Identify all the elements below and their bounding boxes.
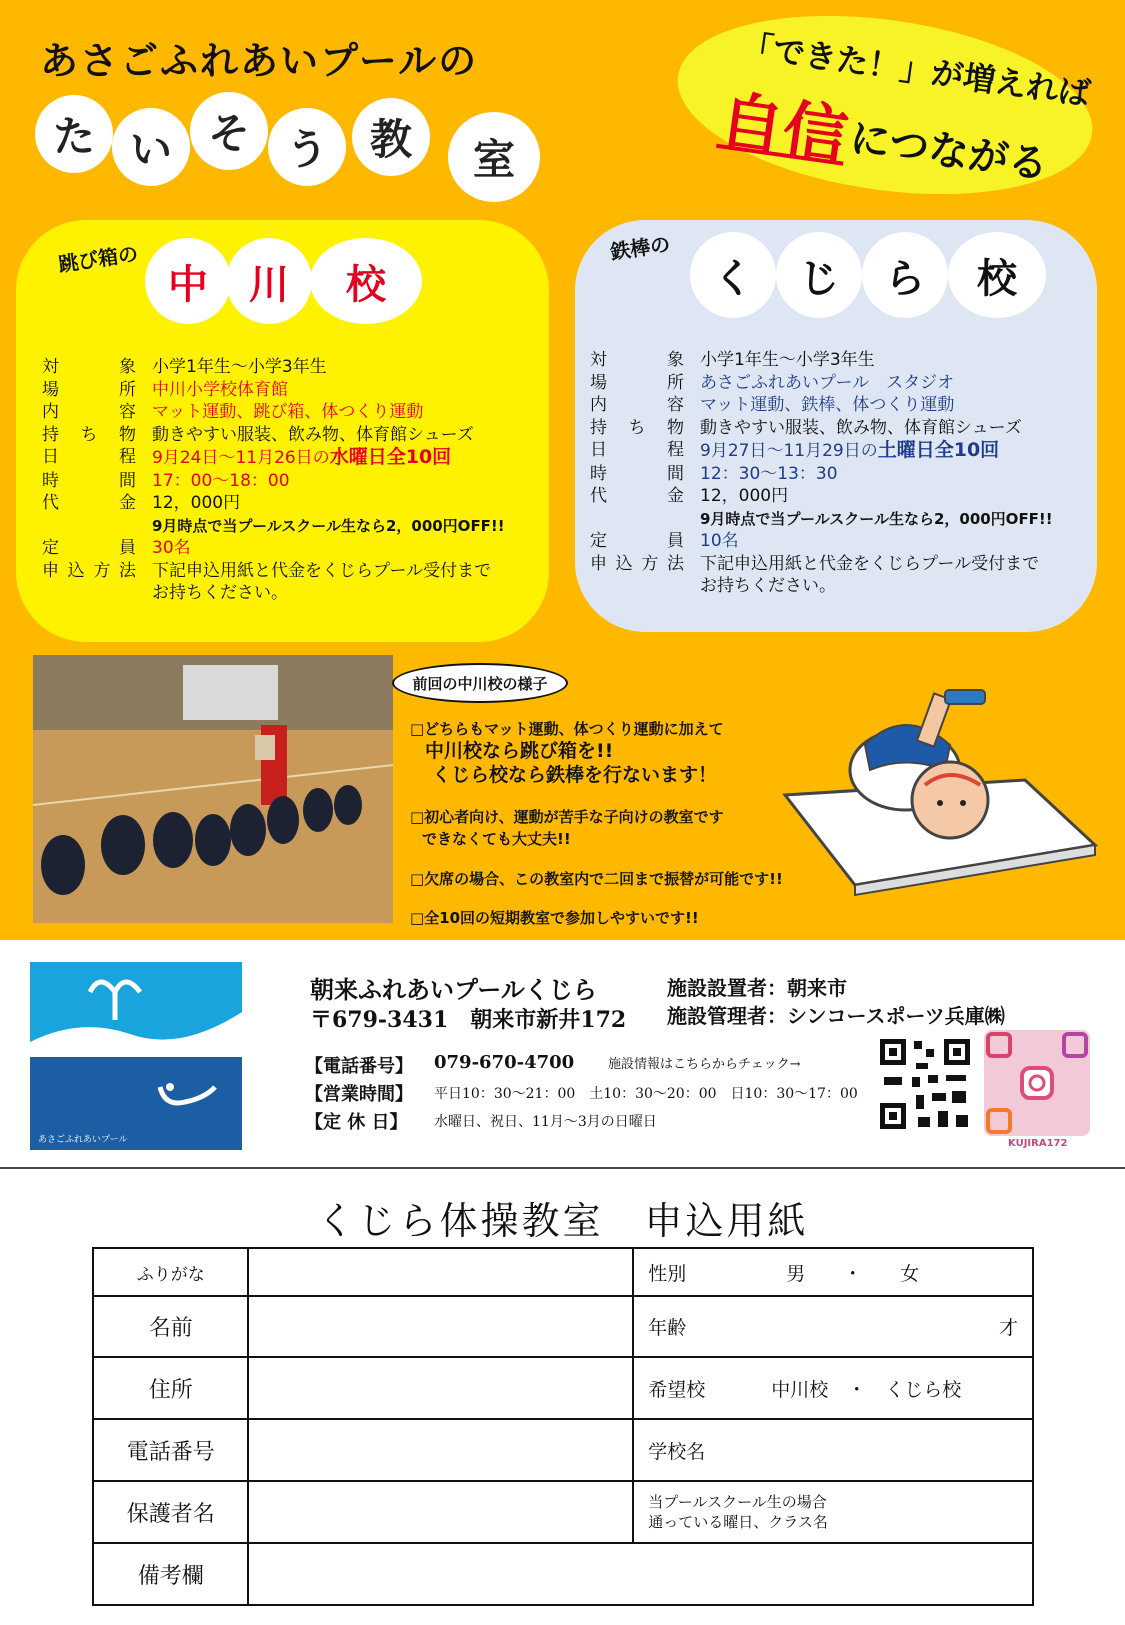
title-bubble: 教	[352, 98, 430, 176]
guardian-field[interactable]	[248, 1481, 633, 1543]
info-key: 定員	[42, 538, 136, 558]
info-value: 12，000円	[152, 493, 241, 513]
address-field[interactable]	[248, 1357, 633, 1419]
title-bubble: そ	[190, 92, 268, 170]
photo-caption-bubble: 前回の中川校の様子	[392, 663, 568, 703]
section-divider	[0, 1167, 1125, 1169]
info-key: 定員	[590, 531, 684, 551]
slogan-line3: につながる	[847, 115, 1051, 189]
kujira-name-char: ら	[862, 232, 948, 318]
info-value: 12，000円	[700, 486, 789, 506]
info-value: 動きやすい服装、飲み物、体育館シューズ	[152, 424, 474, 445]
address-label: 住所	[93, 1357, 248, 1419]
member-note-line1: 当プールスクール生の場合	[648, 1493, 827, 1511]
info-key: 内容	[42, 402, 136, 422]
school-name-cell[interactable]	[633, 1419, 1033, 1481]
instagram-id: KUJIRA172	[1008, 1138, 1068, 1149]
info-value: 下記申込用紙と代金をくじらプール受付まで	[152, 560, 492, 581]
remarks-field[interactable]	[248, 1543, 1033, 1605]
nakagawa-name-char: 川	[226, 238, 312, 324]
facility-owner: 施設設置者：朝来市	[667, 976, 847, 1000]
kujira-name-char: 校	[948, 232, 1046, 318]
slogan-highlight: 自信	[714, 84, 852, 176]
info-key	[590, 508, 700, 531]
form-title: くじら体操教室 申込用紙	[316, 1199, 809, 1243]
closed-label: 【定 休 日】	[305, 1112, 408, 1133]
age-cell[interactable]	[633, 1296, 1033, 1357]
info-value-bold: 水曜日全10回	[329, 446, 452, 468]
info-key: 持ち物	[590, 417, 684, 438]
backward-roll-illustration	[775, 685, 1105, 905]
qr-code-icon[interactable]	[876, 1035, 974, 1133]
info-key: 代金	[590, 486, 684, 506]
info-value: 9月時点で当プールスクール生なら2，000円OFF!!	[700, 509, 1053, 528]
phone-number: 079-670-4700	[434, 1052, 575, 1073]
facility-manager: 施設管理者：シンコースポーツ兵庫㈱	[667, 1004, 1005, 1028]
info-value: マット運動、跳び箱、体つくり運動	[152, 402, 424, 422]
gym-photo-illustration	[33, 655, 393, 923]
title-bubble: た	[35, 95, 113, 173]
title-bubble: う	[268, 108, 346, 186]
closed-value: 水曜日、祝日、11月～3月の日曜日	[434, 1114, 657, 1130]
info-value: 9月24日～11月26日の	[152, 448, 330, 468]
note-line: □どちらもマット運動、体つくり運動に加えて	[410, 720, 724, 738]
info-value: 12：30～13：30	[700, 463, 838, 484]
info-key: 対象	[590, 350, 684, 370]
info-value: 小学1年生～小学3年生	[700, 350, 875, 370]
info-key	[590, 575, 700, 598]
kujira-name-char: く	[690, 232, 776, 318]
info-key	[42, 582, 152, 605]
note-line: □全10回の短期教室で参加しやすいです!!	[410, 909, 699, 927]
nakagawa-name-char: 校	[310, 238, 422, 324]
note-line: □初心者向け、運動が苦手な子向けの教室です	[410, 808, 724, 826]
note-line: 中川校なら跳び箱を!!	[425, 740, 614, 762]
age-unit: 才	[998, 1317, 1018, 1339]
note-line: できなくても大丈夫!!	[422, 830, 571, 848]
phone-label: 【電話番号】	[305, 1056, 413, 1077]
nakagawa-name-char: 中	[145, 238, 231, 324]
info-value: 10名	[700, 531, 739, 551]
title-bubble: い	[112, 108, 190, 186]
school-name-label: 学校名	[648, 1440, 706, 1463]
instagram-qr-icon[interactable]	[984, 1030, 1090, 1136]
info-value: マット運動、鉄棒、体つくり運動	[700, 395, 955, 415]
info-key: 場所	[590, 372, 684, 393]
furigana-field[interactable]	[248, 1248, 633, 1296]
info-key: 申込方法	[42, 560, 136, 581]
phone-label-cell: 電話番号	[93, 1419, 248, 1481]
remarks-label: 備考欄	[93, 1543, 248, 1605]
note-line: くじら校なら鉄棒を行ないます！	[432, 764, 718, 786]
class-photo	[33, 655, 393, 923]
info-key: 日程	[42, 447, 136, 467]
info-value: 9月時点で当プールスクール生なら2，000円OFF!!	[152, 516, 505, 535]
gender-options: 男 ・ 女	[786, 1262, 920, 1285]
facility-address: 〒679-3431 朝来市新井172	[310, 1007, 627, 1033]
school-choice-label: 希望校	[648, 1378, 706, 1401]
info-value: 動きやすい服装、飲み物、体育館シューズ	[700, 417, 1022, 438]
name-label: 名前	[93, 1296, 248, 1357]
facility-name: 朝来ふれあいプールくじら	[310, 975, 597, 1004]
logo-caption: あさごふれあいプール	[38, 1135, 128, 1145]
info-value: あさごふれあいプール スタジオ	[700, 372, 955, 393]
kujira-name-char: じ	[776, 232, 862, 318]
nakagawa-info	[42, 356, 505, 605]
gender-cell[interactable]	[633, 1248, 1033, 1296]
gender-label: 性別	[648, 1262, 687, 1285]
hours-value: 平日10：30～21：00 土10：30～20：00 日10：30～17：00	[434, 1086, 858, 1102]
info-key: 内容	[590, 395, 684, 415]
kujira-subtitle: 鉄棒の	[608, 231, 672, 265]
check-info-text: 施設情報はこちらからチェック→	[608, 1057, 801, 1072]
kujira-info	[590, 349, 1053, 598]
school-choice-cell[interactable]	[633, 1357, 1033, 1419]
info-value: お持ちください。	[700, 576, 836, 596]
note-line: □欠席の場合、この教室内で二回まで振替が可能です!!	[410, 870, 783, 888]
info-key: 代金	[42, 493, 136, 513]
furigana-label: ふりがな	[93, 1248, 248, 1296]
info-value: 17：00～18：00	[152, 470, 290, 491]
nakagawa-subtitle: 跳び箱の	[56, 241, 140, 277]
name-field[interactable]	[248, 1296, 633, 1357]
school-choice-options: 中川校 ・ くじら校	[771, 1378, 962, 1401]
title-bubble: 室	[448, 112, 540, 202]
guardian-label: 保護者名	[93, 1481, 248, 1543]
info-key: 場所	[42, 379, 136, 400]
hours-label: 【営業時間】	[305, 1084, 413, 1105]
pool-logo	[30, 962, 242, 1150]
info-value: 小学1年生～小学3年生	[152, 357, 327, 377]
info-key: 時間	[590, 463, 684, 484]
application-form	[92, 1247, 1034, 1606]
info-value: 30名	[152, 538, 191, 558]
info-key: 日程	[590, 440, 684, 460]
info-key: 時間	[42, 470, 136, 491]
slogan-line1: 「できた！」が増えれば	[738, 26, 1093, 114]
info-key	[42, 515, 152, 538]
phone-field[interactable]	[248, 1419, 633, 1481]
info-value-bold: 土曜日全10回	[877, 439, 1000, 461]
info-key: 対象	[42, 357, 136, 377]
member-note-line2: 通っている曜日、クラス名	[648, 1513, 828, 1531]
member-class-cell[interactable]	[633, 1481, 1033, 1543]
info-key: 持ち物	[42, 424, 136, 445]
info-value: お持ちください。	[152, 583, 288, 603]
info-key: 申込方法	[590, 553, 684, 574]
info-value: 9月27日～11月29日の	[700, 441, 878, 461]
age-label: 年齢	[648, 1317, 687, 1339]
main-title: あさごふれあいプールの	[40, 39, 479, 83]
info-value: 中川小学校体育館	[152, 379, 288, 400]
info-value: 下記申込用紙と代金をくじらプール受付まで	[700, 553, 1040, 574]
